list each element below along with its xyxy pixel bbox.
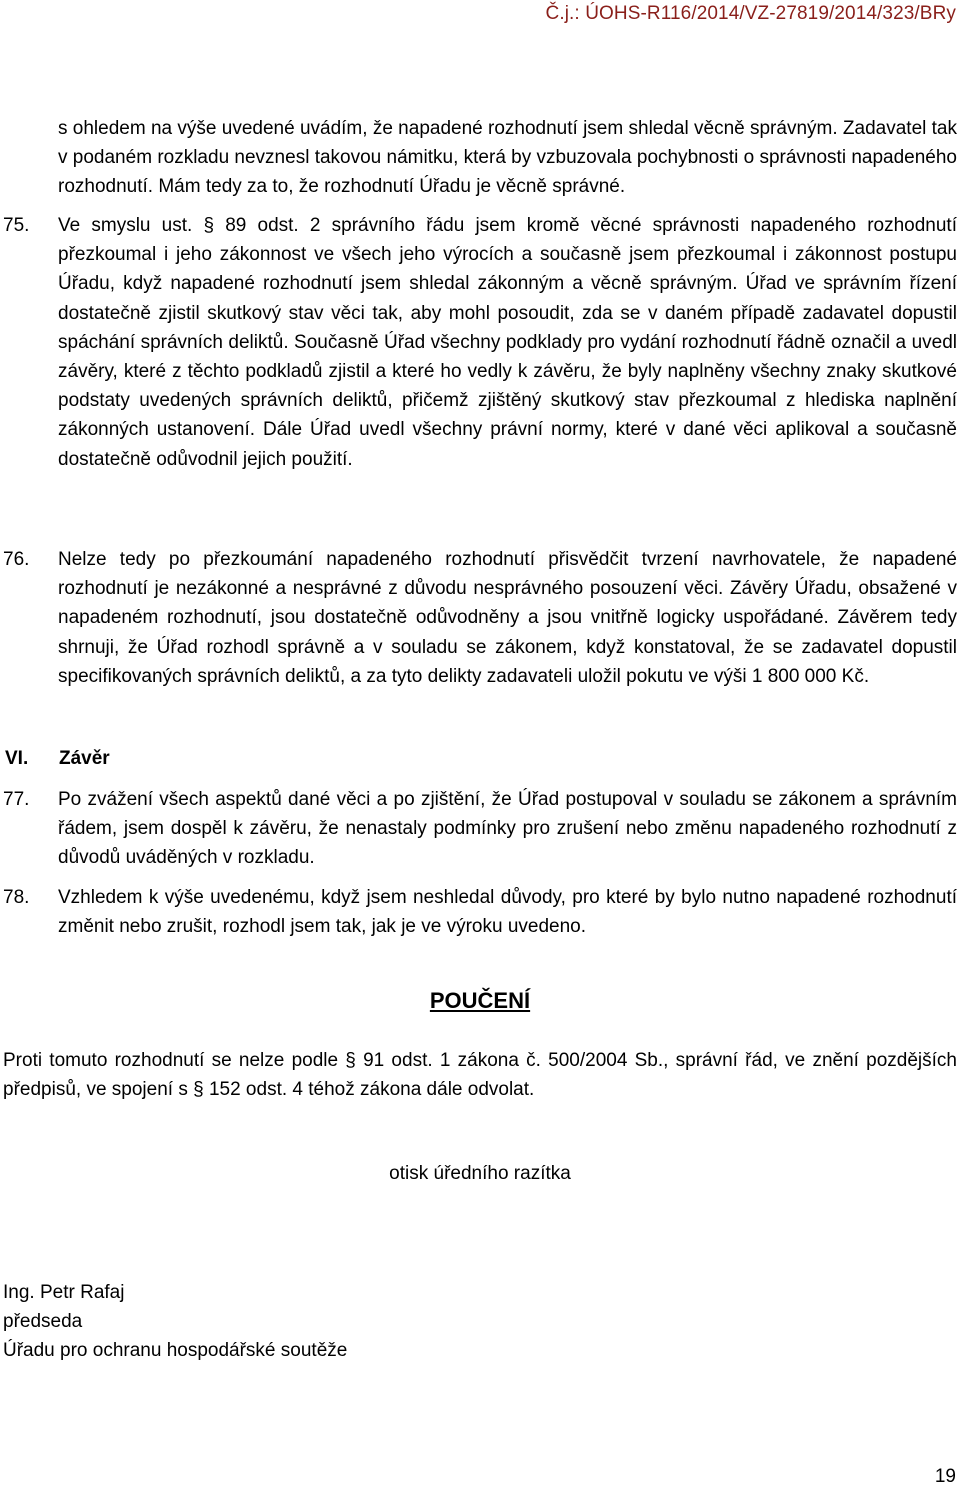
paragraph-number-75: 75. [3, 215, 30, 236]
paragraph-number-78: 78. [3, 887, 30, 908]
paragraph-74-continuation: s ohledem na výše uvedené uvádím, že napadené rozhodnutí jsem shledal věcně správným. Zadavatel tak v podaném rozkladu nevznesl takovou námitku, která by vzbuzovala pochybnosti o správnosti napadeného rozhodnutí. Mám tedy za to, že rozhodnutí Úřadu je věcně správné. [58, 118, 957, 198]
instruction-heading: POUČENÍ [429, 988, 531, 1013]
paragraph-78: Vzhledem k výše uvedenému, když jsem neshledal důvody, pro které by bylo nutno napadené rozhodnutí změnit nebo zrušit, rozhodl jsem tak, jak je ve výroku uvedeno. [58, 887, 957, 938]
instruction-text: Proti tomuto rozhodnutí se nelze podle § 91 odst. 1 zákona č. 500/2004 Sb., správní řád, ve znění pozdějších předpisů, ve spojení s § 152 odst. 4 téhož zákona dále odvolat. [3, 1050, 957, 1100]
signatory-name: Ing. Petr Rafaj [3, 1282, 125, 1303]
paragraph-number-76: 76. [3, 549, 30, 570]
section-number: VI. [5, 748, 29, 769]
signatory-role: předseda [3, 1311, 83, 1332]
paragraph-75: Ve smyslu ust. § 89 odst. 2 správního řádu jsem kromě věcné správnosti napadeného rozhodnutí přezkoumal i jeho zákonnost ve všech jeho výrocích a současně jsem přezkoumal i zákonnost postupu Úřadu, když napadené rozhodnutí jsem shledal zákonným a věcně správným. Úřad ve správním řízení dostatečně zjistil skutkový stav věci tak, aby mohl posoudit, zda se v daném případě zadavatel dopustil spáchání správních deliktů. Současně Úřad všechny podklady pro vydání rozhodnutí řádně označil a uvedl závěry, které z těchto podkladů zjistil a které ho vedly k závěru, že byly naplněny všechny znaky skutkové podstaty uvedených správních deliktů, přičemž zjištěný skutkový stav přezkoumal z hlediska naplnění zákonných ustanovení. Dále Úřad uvedl všechny právní normy, které v dané věci aplikoval a současně dostatečně odůvodnil jejich použití. [58, 215, 957, 470]
document-reference: Č.j.: ÚOHS-R116/2014/VZ-27819/2014/323/BRy [545, 3, 956, 24]
stamp-placeholder: otisk úředního razítka [389, 1163, 571, 1184]
paragraph-77: Po zvážení všech aspektů dané věci a po zjištění, že Úřad postupoval v souladu se zákonem a správním řádem, jsem dospěl k závěru, že nenastaly podmínky pro zrušení nebo změnu napadeného rozhodnutí z důvodů uváděných v rozkladu. [58, 789, 957, 869]
page-number: 19 [934, 1466, 956, 1487]
signatory-office: Úřadu pro ochranu hospodářské soutěže [3, 1340, 348, 1361]
paragraph-76: Nelze tedy po přezkoumání napadeného rozhodnutí přisvědčit tvrzení navrhovatele, že napadené rozhodnutí je nezákonné a nesprávné z důvodu nesprávného posouzení věci. Závěry Úřadu, obsažené v napadeném rozhodnutí, jsou dostatečně odůvodněny a jsou vnitřně logicky uspořádané. Závěrem tedy shrnuji, že Úřad rozhodl správně a v souladu se zákonem, když konstatoval, že se zadavatel dopustil specifikovaných správních deliktů, a za tyto delikty zadavateli uložil pokutu ve výši 1 800 000 Kč. [58, 549, 957, 687]
paragraph-number-77: 77. [3, 789, 30, 810]
section-title: Závěr [59, 748, 110, 769]
